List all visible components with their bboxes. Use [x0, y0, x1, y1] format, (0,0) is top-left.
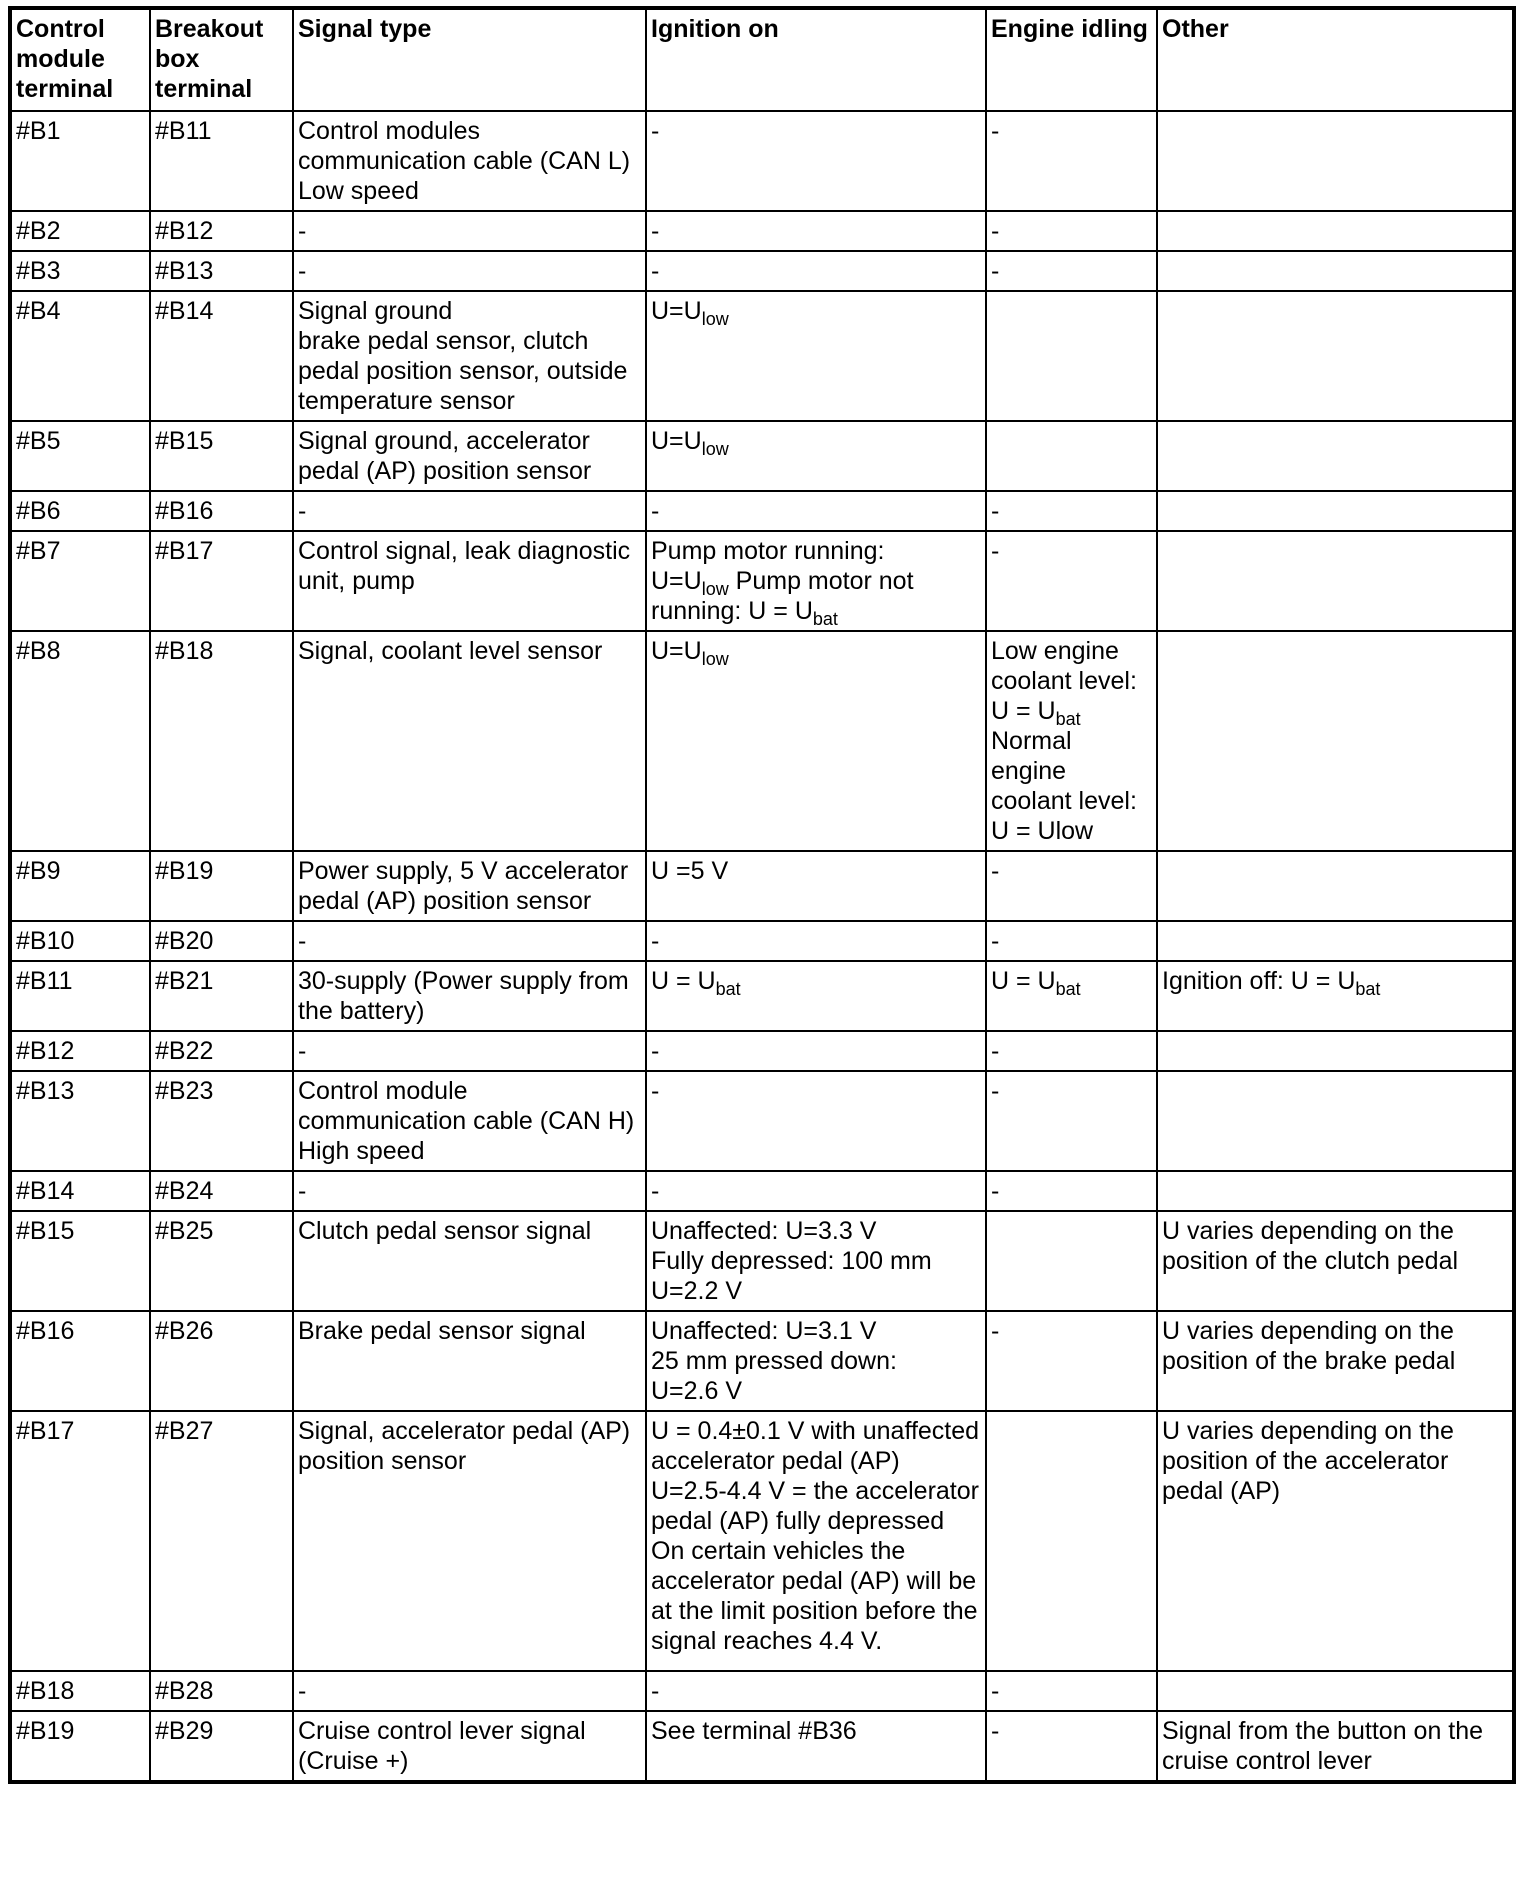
cell-other [1157, 1671, 1514, 1711]
cell-signal-type: Control module communication cable (CAN H) High speed [293, 1071, 646, 1171]
cell-ignition-on: - [646, 251, 986, 291]
header-row [10, 8, 1514, 111]
cell-signal-type: Control signal, leak diagnostic unit, pump [293, 531, 646, 631]
cell-breakout-box-terminal: #B28 [150, 1671, 293, 1711]
cell-breakout-box-terminal: #B15 [150, 421, 293, 491]
table-row [10, 1671, 1514, 1711]
cell-ignition-on: Unaffected: U=3.1 V 25 mm pressed down: U=2.6 V [646, 1311, 986, 1411]
cell-signal-type: Signal, coolant level sensor [293, 631, 646, 851]
table-row [10, 631, 1514, 851]
terminal-table [8, 6, 1516, 1784]
header-breakout-box-terminal: Breakout box terminal [150, 8, 293, 111]
cell-control-module-terminal: #B3 [10, 251, 150, 291]
cell-other [1157, 531, 1514, 631]
cell-signal-type: - [293, 211, 646, 251]
cell-control-module-terminal: #B2 [10, 211, 150, 251]
cell-other [1157, 291, 1514, 421]
cell-other [1157, 491, 1514, 531]
cell-signal-type: - [293, 1671, 646, 1711]
cell-engine-idling: - [986, 111, 1157, 211]
cell-control-module-terminal: #B5 [10, 421, 150, 491]
cell-ignition-on: $U=U_{low}$ [646, 291, 986, 421]
cell-breakout-box-terminal: #B25 [150, 1211, 293, 1311]
table-row [10, 531, 1514, 631]
cell-breakout-box-terminal: #B23 [150, 1071, 293, 1171]
cell-breakout-box-terminal: #B21 [150, 961, 293, 1031]
cell-control-module-terminal: #B6 [10, 491, 150, 531]
cell-breakout-box-terminal: #B20 [150, 921, 293, 961]
cell-other: U varies depending on the position of the accelerator pedal (AP) [1157, 1411, 1514, 1671]
cell-other [1157, 921, 1514, 961]
table-row [10, 851, 1514, 921]
cell-engine-idling: - [986, 211, 1157, 251]
cell-signal-type: - [293, 921, 646, 961]
cell-control-module-terminal: #B14 [10, 1171, 150, 1211]
cell-engine-idling: Low engine coolant level: $U = U_{bat}$ Normal engine coolant level: U = Ulow [986, 631, 1157, 851]
table-row [10, 1411, 1514, 1671]
header-engine-idling: Engine idling [986, 8, 1157, 111]
cell-ignition-on: - [646, 1071, 986, 1171]
table-row [10, 1071, 1514, 1171]
cell-ignition-on: $U=U_{low}$ [646, 421, 986, 491]
table-row [10, 491, 1514, 531]
header-signal-type: Signal type [293, 8, 646, 111]
cell-breakout-box-terminal: #B22 [150, 1031, 293, 1071]
cell-other: U varies depending on the position of the clutch pedal [1157, 1211, 1514, 1311]
cell-signal-type: Power supply, 5 V accelerator pedal (AP) position sensor [293, 851, 646, 921]
cell-breakout-box-terminal: #B12 [150, 211, 293, 251]
cell-control-module-terminal: #B18 [10, 1671, 150, 1711]
cell-signal-type: - [293, 251, 646, 291]
cell-ignition-on: - [646, 111, 986, 211]
cell-ignition-on: - [646, 1031, 986, 1071]
cell-breakout-box-terminal: #B26 [150, 1311, 293, 1411]
cell-ignition-on: $U = U_{bat}$ [646, 961, 986, 1031]
cell-other [1157, 1171, 1514, 1211]
cell-ignition-on: U = 0.4±0.1 V with unaffected accelerator pedal (AP) U=2.5-4.4 V = the accelerator pedal (AP) fully depressed On certain vehicles the accelerator pedal (AP) will be at the limit position before the signal reaches 4.4 V. [646, 1411, 986, 1671]
cell-control-module-terminal: #B11 [10, 961, 150, 1031]
cell-other [1157, 111, 1514, 211]
cell-breakout-box-terminal: #B19 [150, 851, 293, 921]
cell-breakout-box-terminal: #B24 [150, 1171, 293, 1211]
cell-control-module-terminal: #B10 [10, 921, 150, 961]
cell-ignition-on: - [646, 491, 986, 531]
cell-other [1157, 421, 1514, 491]
cell-signal-type: - [293, 1031, 646, 1071]
table-row [10, 961, 1514, 1031]
table-row [10, 421, 1514, 491]
cell-ignition-on: See terminal #B36 [646, 1711, 986, 1782]
cell-engine-idling: - [986, 251, 1157, 291]
table-row [10, 1311, 1514, 1411]
cell-signal-type: Brake pedal sensor signal [293, 1311, 646, 1411]
cell-engine-idling: - [986, 921, 1157, 961]
cell-ignition-on: - [646, 1671, 986, 1711]
cell-engine-idling [986, 291, 1157, 421]
table-row [10, 211, 1514, 251]
cell-ignition-on: Unaffected: U=3.3 V Fully depressed: 100 mm U=2.2 V [646, 1211, 986, 1311]
cell-engine-idling: - [986, 1031, 1157, 1071]
cell-ignition-on: $U=U_{low}$ [646, 631, 986, 851]
cell-signal-type: Signal, accelerator pedal (AP) position sensor [293, 1411, 646, 1671]
cell-breakout-box-terminal: #B14 [150, 291, 293, 421]
table-row [10, 1171, 1514, 1211]
header-ignition-on: Ignition on [646, 8, 986, 111]
cell-engine-idling [986, 1211, 1157, 1311]
cell-engine-idling: - [986, 1071, 1157, 1171]
table-row [10, 251, 1514, 291]
header-control-module-terminal: Control module terminal [10, 8, 150, 111]
cell-engine-idling: - [986, 1311, 1157, 1411]
cell-control-module-terminal: #B8 [10, 631, 150, 851]
cell-ignition-on: - [646, 1171, 986, 1211]
cell-ignition-on: Pump motor running: $U=U_{low}$ Pump motor not running: $U = U_{bat}$ [646, 531, 986, 631]
cell-ignition-on: - [646, 211, 986, 251]
cell-control-module-terminal: #B13 [10, 1071, 150, 1171]
cell-engine-idling: - [986, 1671, 1157, 1711]
cell-engine-idling [986, 1411, 1157, 1671]
cell-ignition-on: - [646, 921, 986, 961]
cell-signal-type: Signal ground brake pedal sensor, clutch pedal position sensor, outside temperature sensor [293, 291, 646, 421]
cell-ignition-on: U =5 V [646, 851, 986, 921]
cell-signal-type: Clutch pedal sensor signal [293, 1211, 646, 1311]
cell-other [1157, 1031, 1514, 1071]
cell-breakout-box-terminal: #B17 [150, 531, 293, 631]
cell-breakout-box-terminal: #B16 [150, 491, 293, 531]
cell-other [1157, 631, 1514, 851]
cell-signal-type: - [293, 491, 646, 531]
cell-control-module-terminal: #B17 [10, 1411, 150, 1671]
cell-engine-idling: $U = U_{bat}$ [986, 961, 1157, 1031]
cell-engine-idling: - [986, 531, 1157, 631]
cell-engine-idling [986, 421, 1157, 491]
table-row [10, 1031, 1514, 1071]
cell-breakout-box-terminal: #B13 [150, 251, 293, 291]
cell-engine-idling: - [986, 1171, 1157, 1211]
header-other: Other [1157, 8, 1514, 111]
cell-control-module-terminal: #B9 [10, 851, 150, 921]
cell-control-module-terminal: #B1 [10, 111, 150, 211]
cell-breakout-box-terminal: #B11 [150, 111, 293, 211]
cell-signal-type: Cruise control lever signal (Cruise +) [293, 1711, 646, 1782]
cell-signal-type: Control modules communication cable (CAN L) Low speed [293, 111, 646, 211]
table-row [10, 291, 1514, 421]
cell-other [1157, 211, 1514, 251]
cell-engine-idling: - [986, 1711, 1157, 1782]
cell-other [1157, 251, 1514, 291]
cell-engine-idling: - [986, 851, 1157, 921]
cell-other: Ignition off: $U = U_{bat}$ [1157, 961, 1514, 1031]
cell-signal-type: 30-supply (Power supply from the battery) [293, 961, 646, 1031]
cell-control-module-terminal: #B16 [10, 1311, 150, 1411]
cell-control-module-terminal: #B4 [10, 291, 150, 421]
cell-control-module-terminal: #B15 [10, 1211, 150, 1311]
cell-engine-idling: - [986, 491, 1157, 531]
cell-signal-type: - [293, 1171, 646, 1211]
cell-signal-type: Signal ground, accelerator pedal (AP) position sensor [293, 421, 646, 491]
cell-other [1157, 1071, 1514, 1171]
cell-breakout-box-terminal: #B27 [150, 1411, 293, 1671]
cell-control-module-terminal: #B19 [10, 1711, 150, 1782]
table-row [10, 1211, 1514, 1311]
table-row [10, 921, 1514, 961]
cell-breakout-box-terminal: #B18 [150, 631, 293, 851]
cell-other: U varies depending on the position of the brake pedal [1157, 1311, 1514, 1411]
cell-other [1157, 851, 1514, 921]
cell-breakout-box-terminal: #B29 [150, 1711, 293, 1782]
table-row [10, 1711, 1514, 1782]
cell-control-module-terminal: #B7 [10, 531, 150, 631]
table-row [10, 111, 1514, 211]
cell-other: Signal from the button on the cruise control lever [1157, 1711, 1514, 1782]
cell-control-module-terminal: #B12 [10, 1031, 150, 1071]
